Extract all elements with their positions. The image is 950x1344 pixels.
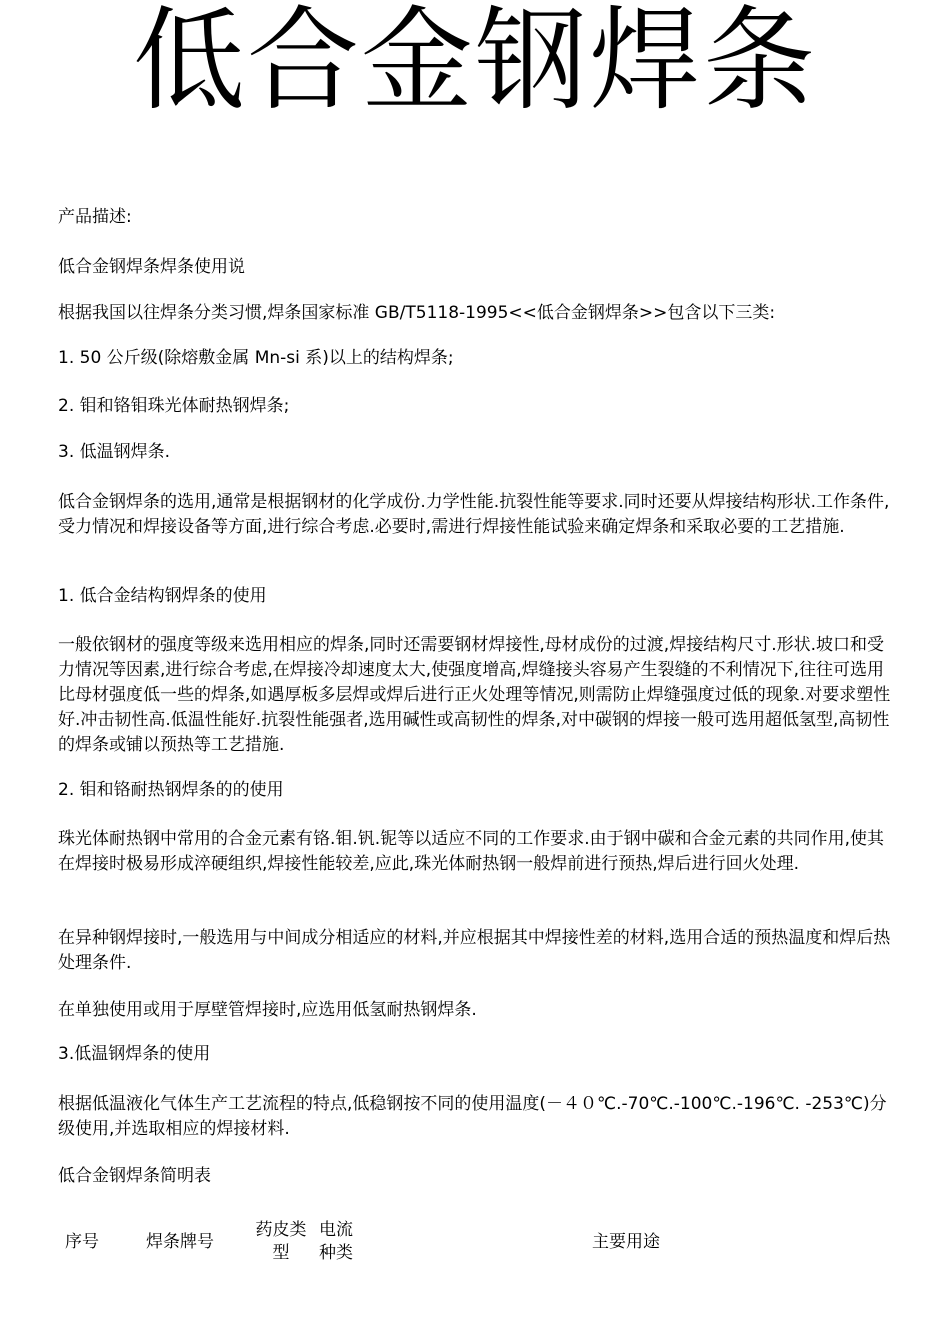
column-header-current: 电流种类	[319, 1220, 353, 1263]
paragraph-selection: 低合金钢焊条的选用,通常是根据钢材的化学成份.力学性能.抗裂性能等要求.同时还要从焊接结构形状.工作条件,受力情况和焊接设备等方面,进行综合考虑.必要时,需进行焊接性能试验来确定焊条和采取必要的工艺措施.	[58, 492, 890, 537]
paragraph-dissimilar-steel: 在异种钢焊接时,一般选用与中间成分相适应的材料,并应根据其中焊接性差的材料,选用合适的预热温度和焊后热处理条件.	[58, 928, 891, 973]
column-header-brand: 焊条牌号	[146, 1231, 214, 1252]
paragraph-product-description: 产品描述:	[58, 207, 132, 227]
table-header	[58, 1212, 894, 1272]
paragraph-low-temperature: 根据低温液化气体生产工艺流程的特点,低稳钢按不同的使用温度(－４０℃.-70℃.-100℃.-196℃. -253℃)分级使用,并选取相应的焊接材料.	[58, 1094, 887, 1139]
document-title: 低合金钢焊条	[133, 0, 817, 126]
paragraph-standard: 根据我国以往焊条分类习惯,焊条国家标准 GB/T5118-1995<<低合金钢焊条>>包含以下三类:	[58, 303, 776, 323]
paragraph-heat-resistant: 珠光体耐热钢中常用的合金元素有铬.钼.钒.铌等以适应不同的工作要求.由于钢中碳和合金元素的共同作用,使其在焊接时极易形成淬硬组织,焊接性能较差,应此,珠光体耐热钢一般焊前进行预热,焊后进行回火处理.	[58, 829, 885, 874]
section-heading-2: 2. 钼和铬耐热钢焊条的的使用	[58, 780, 284, 800]
section-heading-3: 3.低温钢焊条的使用	[58, 1044, 211, 1064]
list-item-1: 1. 50 公斤级(除熔敷金属 Mn-si 系)以上的结构焊条;	[58, 348, 454, 368]
list-item-3: 3. 低温钢焊条.	[58, 442, 171, 462]
table-caption: 低合金钢焊条简明表	[58, 1166, 211, 1186]
column-header-coating: 药皮类型	[255, 1220, 307, 1263]
section-heading-1: 1. 低合金结构钢焊条的使用	[58, 586, 267, 606]
list-item-2: 2. 钼和铬钼珠光体耐热钢焊条;	[58, 396, 290, 416]
column-header-seq: 序号	[65, 1231, 99, 1252]
paragraph-thick-wall: 在单独使用或用于厚壁管焊接时,应选用低氢耐热钢焊条.	[58, 1000, 477, 1020]
column-header-use: 主要用途	[592, 1231, 660, 1252]
paragraph-usage-note: 低合金钢焊条焊条使用说	[58, 257, 245, 277]
paragraph-structural-steel: 一般依钢材的强度等级来选用相应的焊条,同时还需要钢材焊接性,母材成份的过渡,焊接结构尺寸.形状.坡口和受力情况等因素,进行综合考虑,在焊接冷却速度太大,使强度增高,焊缝接头容易产生裂缝的不利情况下,往往可选用比母材强度低一些的焊条,如遇厚板多层焊或焊后进行正火处理等情况,则需防止焊缝强度过低的现象.对要求塑性好.冲击韧性高.低温性能好.抗裂性能强者,选用碱性或高韧性的焊条,对中碳钢的焊接一般可选用超低氢型,高韧性的焊条或铺以预热等工艺措施.	[58, 635, 891, 755]
